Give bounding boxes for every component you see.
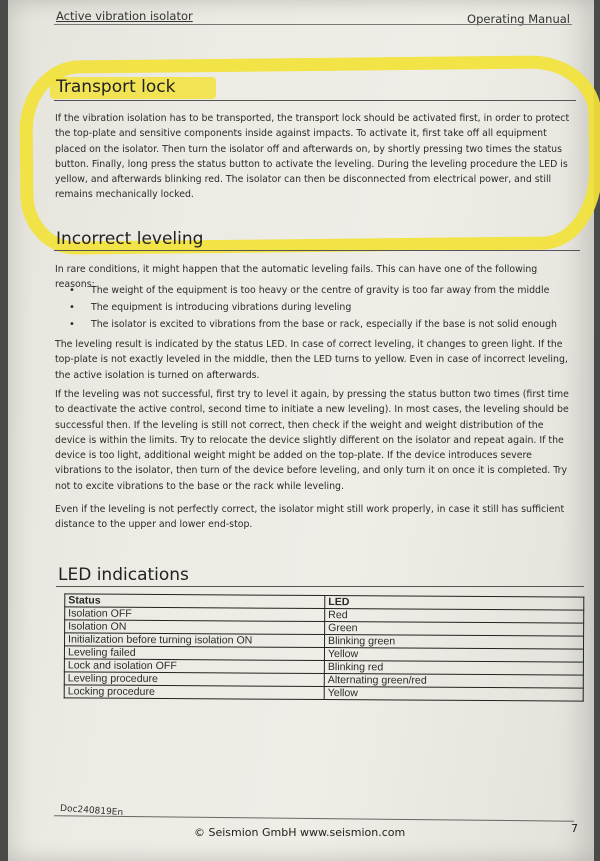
manual-page — [8, 0, 594, 861]
list-item: • The isolator is excited to vibrations from the base or rack, especially if the base is not solid enough — [55, 316, 575, 333]
list-item: • The equipment is introducing vibrations during leveling — [55, 299, 575, 316]
leveling-retry-paragraph: If the leveling was not successful, first try to level it again, by pressing the status button two times (first time to deactivate the active control, second time to initiate a new leveling). In most cases, the leveling should be successful then. If the leveling is still not correct, then check if the weight and weight distribution of the device is within the limits. Try to relocate the device slightly different on the isolator and repeat again. If the device is too light, additional weight might be added on the top-plate. If the device introduces severe vibrations to the isolator, then turn of the device before leveling, and only turn it on once it is completed. Try not to excite vibrations to the base or the rack while leveling. — [55, 389, 569, 492]
header-doc-type: Operating Manual — [467, 12, 570, 26]
status-cell: Leveling procedure — [64, 672, 324, 687]
led-cell: Green — [325, 622, 584, 637]
list-item: • The weight of the equipment is too heavy or the centre of gravity is too far away from the middle — [55, 282, 575, 299]
incorrect-leveling-rule — [54, 250, 580, 251]
status-cell: Isolation ON — [65, 620, 325, 635]
led-indications-rule — [56, 586, 584, 587]
led-cell: Blinking green — [325, 635, 584, 650]
transport-lock-rule — [54, 100, 576, 101]
table-row — [64, 685, 583, 701]
led-indications-heading: LED indications — [58, 565, 189, 585]
status-cell: Leveling failed — [64, 646, 324, 661]
incorrect-leveling-intro: In rare conditions, it might happen that the automatic leveling fails. This can have one of the following reasons: — [55, 264, 538, 291]
status-cell: Isolation OFF — [65, 607, 325, 622]
status-cell: Lock and isolation OFF — [64, 659, 324, 674]
page-number: 7 — [571, 822, 578, 835]
led-cell: Blinking red — [324, 661, 583, 676]
led-cell: Alternating green/red — [324, 674, 583, 689]
header-rule — [54, 24, 572, 25]
failure-reasons-list — [55, 282, 575, 333]
header-product-name: Active vibration isolator — [56, 9, 193, 23]
led-cell: Red — [325, 609, 584, 624]
column-header-led: LED — [325, 596, 584, 611]
leveling-tolerance-paragraph: Even if the leveling is not perfectly correct, the isolator might still work properly, in case it still has sufficient distance to the upper and lower end-stop. — [55, 504, 565, 531]
footer-copyright: © Seismion GmbH www.seismion.com — [194, 826, 406, 839]
footer-rule — [54, 815, 574, 821]
incorrect-leveling-heading: Incorrect leveling — [56, 229, 204, 249]
status-cell: Locking procedure — [64, 685, 324, 700]
transport-lock-body: If the vibration isolation has to be transported, the transport lock should be activated first, in order to protect the top-plate and sensitive components inside against impacts. To activate it, first take off all equipment placed on the isolator. Then turn the isolator off and afterwards on, by shortly pressing two times the status button. Finally, long press the status button to activate the leveling. During the leveling procedure the LED is yellow, and afterwards blinking red. The isolator can then be disconnected from electrical power, and still remains mechanically locked. — [55, 113, 570, 201]
column-header-status: Status — [65, 594, 325, 609]
leveling-result-paragraph: The leveling result is indicated by the status LED. In case of correct leveling, it changes to green light. If the top-plate is not exactly leveled in the middle, then the LED turns to yellow. Even in case of incorrect leveling, the active isolation is turned on afterwards. — [55, 339, 568, 381]
status-cell: Initialization before turning isolation ON — [65, 633, 325, 648]
led-table — [64, 593, 585, 701]
led-cell: Yellow — [324, 687, 583, 702]
transport-lock-heading: Transport lock — [56, 77, 176, 97]
footer-doc-id: Doc240819En — [59, 803, 124, 819]
led-cell: Yellow — [324, 648, 583, 663]
